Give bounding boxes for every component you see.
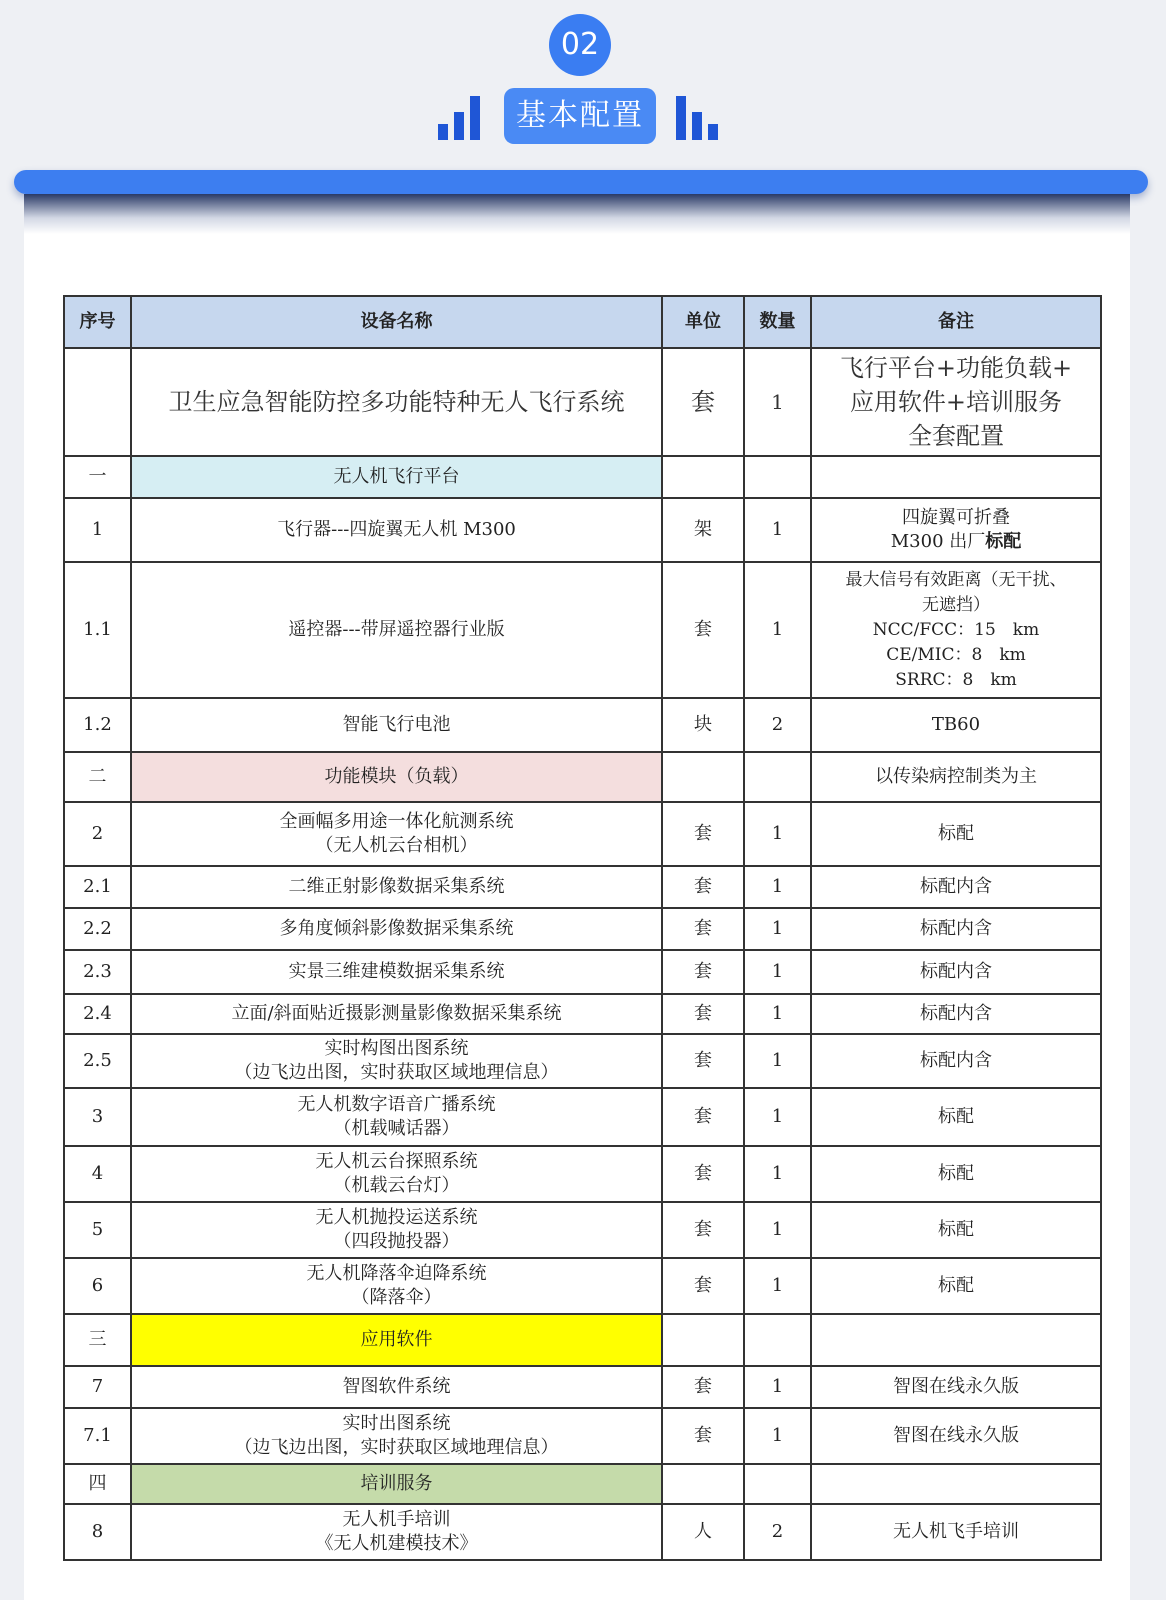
cell-name: 实景三维建模数据采集系统 — [131, 950, 662, 994]
cell-remark: 标配 — [811, 1146, 1101, 1202]
category-title: 培训服务 — [131, 1464, 662, 1504]
cell-name: 遥控器---带屏遥控器行业版 — [131, 562, 662, 698]
cell-unit: 套 — [662, 908, 744, 950]
cell-name: 无人机手培训 《无人机建模技术》 — [131, 1504, 662, 1560]
table-row — [64, 698, 1101, 752]
table-row — [64, 1366, 1101, 1408]
cell-unit: 套 — [662, 802, 744, 866]
cell-qty: 1 — [744, 908, 811, 950]
table-row — [64, 994, 1101, 1034]
cell-remark: TB60 — [811, 698, 1101, 752]
cell-unit: 架 — [662, 498, 744, 562]
cell-unit — [662, 1314, 744, 1366]
table-row — [64, 498, 1101, 562]
cell-no: 6 — [64, 1258, 131, 1314]
cell-unit: 套 — [662, 950, 744, 994]
cell-no: 2.4 — [64, 994, 131, 1034]
category-row — [64, 1464, 1101, 1504]
cell-remark: 标配内含 — [811, 1034, 1101, 1088]
table-header-row — [64, 296, 1101, 348]
cell-remark: 标配 — [811, 1088, 1101, 1146]
cell-remark: 最大信号有效距离（无干扰、 无遮挡） NCC/FCC：15 km CE/MIC：8 km SRRC：8 km — [811, 562, 1101, 698]
header-name: 设备名称 — [131, 296, 662, 348]
category-title: 应用软件 — [131, 1314, 662, 1366]
cell-no: 2 — [64, 802, 131, 866]
category-title: 功能模块（负载） — [131, 752, 662, 802]
cell-remark: 标配内含 — [811, 950, 1101, 994]
table-row — [64, 1202, 1101, 1258]
cell-no: 5 — [64, 1202, 131, 1258]
table-row — [64, 1034, 1101, 1088]
table-row-system — [64, 348, 1101, 456]
table-row — [64, 802, 1101, 866]
cell-remark: 智图在线永久版 — [811, 1366, 1101, 1408]
table-row — [64, 562, 1101, 698]
cell-no: 二 — [64, 752, 131, 802]
cell-unit — [662, 1464, 744, 1504]
cell-qty: 1 — [744, 802, 811, 866]
table-row — [64, 866, 1101, 908]
cell-remark — [811, 1314, 1101, 1366]
cell-name: 智图软件系统 — [131, 1366, 662, 1408]
cell-name: 无人机云台探照系统 （机载云台灯） — [131, 1146, 662, 1202]
cell-remark: 标配 — [811, 1202, 1101, 1258]
cell-unit: 套 — [662, 1088, 744, 1146]
cell-name: 智能飞行电池 — [131, 698, 662, 752]
cell-remark: 标配内含 — [811, 866, 1101, 908]
cell-name: 无人机降落伞迫降系统 （降落伞） — [131, 1258, 662, 1314]
cell-name: 卫生应急智能防控多功能特种无人飞行系统 — [131, 348, 662, 456]
cell-no: 7 — [64, 1366, 131, 1408]
cell-no: 四 — [64, 1464, 131, 1504]
cell-no: 2.1 — [64, 866, 131, 908]
cell-unit: 人 — [662, 1504, 744, 1560]
configuration-table — [63, 295, 1102, 1561]
cell-unit: 套 — [662, 866, 744, 908]
table-row — [64, 950, 1101, 994]
category-row — [64, 752, 1101, 802]
cell-remark: 无人机飞手培训 — [811, 1504, 1101, 1560]
section-header — [0, 0, 1166, 160]
header-remark: 备注 — [811, 296, 1101, 348]
cell-qty: 1 — [744, 1088, 811, 1146]
cell-remark — [811, 456, 1101, 498]
cell-remark: 标配 — [811, 1258, 1101, 1314]
cell-qty: 1 — [744, 994, 811, 1034]
table-row — [64, 1088, 1101, 1146]
cell-unit: 套 — [662, 1408, 744, 1464]
cell-qty: 1 — [744, 1258, 811, 1314]
cell-unit: 套 — [662, 348, 744, 456]
category-row — [64, 456, 1101, 498]
cell-qty: 2 — [744, 1504, 811, 1560]
cell-qty: 1 — [744, 866, 811, 908]
cell-name: 飞行器---四旋翼无人机 M300 — [131, 498, 662, 562]
cell-qty: 1 — [744, 562, 811, 698]
cell-remark — [811, 1464, 1101, 1504]
cell-qty: 1 — [744, 1034, 811, 1088]
cell-remark: 标配内含 — [811, 994, 1101, 1034]
table-row — [64, 1146, 1101, 1202]
cell-name: 立面/斜面贴近摄影测量影像数据采集系统 — [131, 994, 662, 1034]
header-unit: 单位 — [662, 296, 744, 348]
cell-unit: 套 — [662, 1366, 744, 1408]
cell-name: 多角度倾斜影像数据采集系统 — [131, 908, 662, 950]
cell-qty: 1 — [744, 1408, 811, 1464]
cell-qty — [744, 456, 811, 498]
cell-unit: 套 — [662, 1034, 744, 1088]
cell-unit: 块 — [662, 698, 744, 752]
cell-qty: 1 — [744, 1366, 811, 1408]
cell-name: 无人机抛投运送系统 （四段抛投器） — [131, 1202, 662, 1258]
cell-remark: 标配 — [811, 802, 1101, 866]
cell-qty: 2 — [744, 698, 811, 752]
signal-bars-icon — [676, 96, 756, 140]
cell-no: 2.5 — [64, 1034, 131, 1088]
cell-qty: 1 — [744, 1146, 811, 1202]
cell-unit — [662, 456, 744, 498]
header-no: 序号 — [64, 296, 131, 348]
cell-qty: 1 — [744, 348, 811, 456]
paper-shade — [24, 194, 1130, 234]
cell-qty — [744, 752, 811, 802]
cell-remark: 飞行平台+功能负载+ 应用软件+培训服务 全套配置 — [811, 348, 1101, 456]
cell-remark: 智图在线永久版 — [811, 1408, 1101, 1464]
cell-qty — [744, 1314, 811, 1366]
cell-qty: 1 — [744, 1202, 811, 1258]
cell-name: 全画幅多用途一体化航测系统 （无人机云台相机） — [131, 802, 662, 866]
cell-unit: 套 — [662, 994, 744, 1034]
cell-remark: 四旋翼可折叠 M300 出厂标配 — [811, 498, 1101, 562]
cell-unit: 套 — [662, 1202, 744, 1258]
cell-unit — [662, 752, 744, 802]
header-qty: 数量 — [744, 296, 811, 348]
cell-no: 2.2 — [64, 908, 131, 950]
table-row — [64, 1504, 1101, 1560]
category-row — [64, 1314, 1101, 1366]
cell-qty: 1 — [744, 950, 811, 994]
cell-remark: 以传染病控制类为主 — [811, 752, 1101, 802]
category-title: 无人机飞行平台 — [131, 456, 662, 498]
cell-no: 2.3 — [64, 950, 131, 994]
cell-unit: 套 — [662, 1146, 744, 1202]
cell-qty: 1 — [744, 498, 811, 562]
cell-name: 二维正射影像数据采集系统 — [131, 866, 662, 908]
cell-no: 3 — [64, 1088, 131, 1146]
cell-no: 三 — [64, 1314, 131, 1366]
section-number-badge: 02 — [549, 14, 611, 76]
cell-no — [64, 348, 131, 456]
cell-qty — [744, 1464, 811, 1504]
cell-no: 1 — [64, 498, 131, 562]
cell-no: 1.1 — [64, 562, 131, 698]
cell-unit: 套 — [662, 1258, 744, 1314]
table-row — [64, 1408, 1101, 1464]
cell-no: 7.1 — [64, 1408, 131, 1464]
section-title: 基本配置 — [504, 88, 656, 144]
cell-no: 8 — [64, 1504, 131, 1560]
table-row — [64, 1258, 1101, 1314]
cell-remark: 标配内含 — [811, 908, 1101, 950]
cell-no: 1.2 — [64, 698, 131, 752]
table-row — [64, 908, 1101, 950]
scroll-rod-decoration — [14, 170, 1148, 194]
cell-name: 无人机数字语音广播系统 （机载喊话器） — [131, 1088, 662, 1146]
cell-no: 一 — [64, 456, 131, 498]
cell-name: 实时出图系统 （边飞边出图，实时获取区域地理信息） — [131, 1408, 662, 1464]
cell-name: 实时构图出图系统 （边飞边出图，实时获取区域地理信息） — [131, 1034, 662, 1088]
cell-unit: 套 — [662, 562, 744, 698]
cell-no: 4 — [64, 1146, 131, 1202]
